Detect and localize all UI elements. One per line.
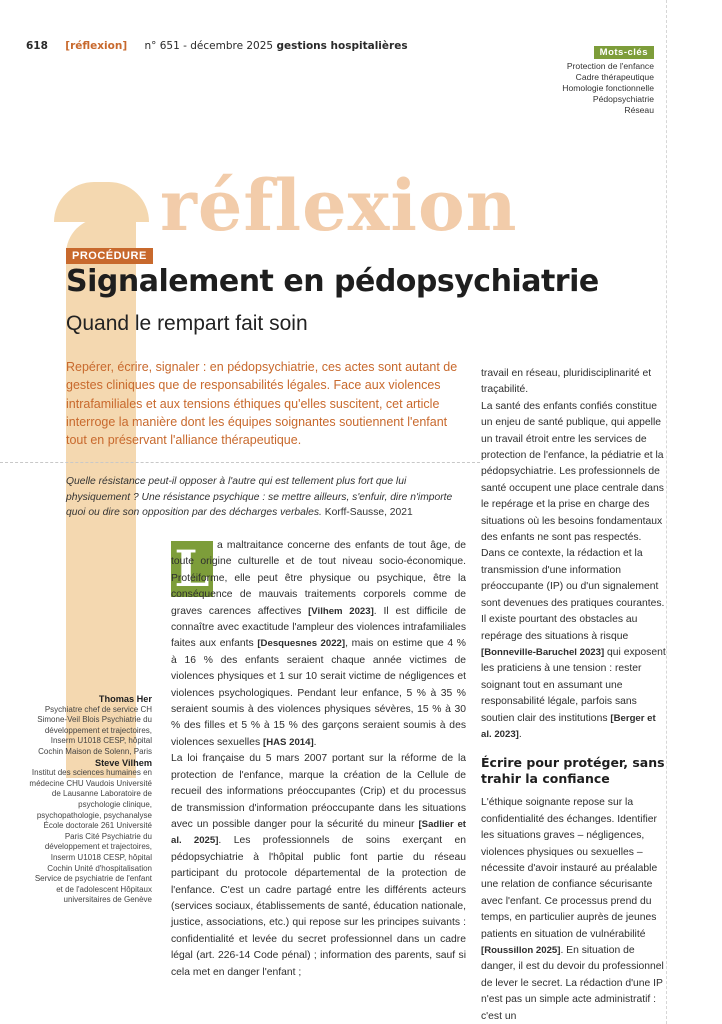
article-subtitle: Quand le rempart fait soin bbox=[66, 312, 308, 335]
keyword-item: Homologie fonctionnelle bbox=[562, 83, 654, 93]
body-text: L'éthique soignante repose sur la confidentialité des échanges. Identifier les situations graves – négligences, violences physiques ou sexuelles – nécessite d'avoir instauré au préalable une relation de confiance sécurisante avec l'enfant. Ce processus prend du temps, en particulier auprès de jeunes patients en situation de vulnérabilité bbox=[481, 797, 658, 940]
drop-cap: L bbox=[171, 541, 213, 597]
journal-name: gestions hospitalières bbox=[276, 40, 408, 52]
epigraph-source: Korff-Sausse, 2021 bbox=[324, 507, 413, 518]
author-affiliation: Institut des sciences humaines en médecine CHU Vaudois Université de Lausanne Laboratoire de psychologie clinique, psychopathologie, psychanalyse École doctorale 261 Université Paris Cité Psychiatrie du développement et trajectoires, Inserm U1018 CESP, hôpital Cochin Unité d'hospitalisation Service de psychiatrie de l'enfant et de l'adolescent Hôpitaux universitaires de Genève bbox=[29, 768, 152, 905]
section-heading: Écrire pour protéger, sans trahir la confiance bbox=[481, 755, 665, 787]
body-text: . En situation de danger, il est du devoir du professionnel de lever le secret. La rédaction d'une IP n'est pas un simple acte administratif : c'est un bbox=[481, 945, 664, 1022]
citation: [Roussillon 2025] bbox=[481, 945, 561, 956]
body-text: . Les professionnels de soins exerçant en pédopsychiatrie à l'hôpital public font partie du réseau participant du protocole départemental de la protection de l'enfance. C'est un cadre partagé entre les différents acteurs (services sociaux, établissements de santé, éducation nationale, justice, associations, etc.) qui repose sur les principes suivants : confidentialité et levée du secret professionnel dans un cadre légal (art. 226-14 Code pénal) ; information des parents, sauf si cela met en danger l'enfant ; bbox=[171, 835, 467, 978]
keyword-item: Cadre thérapeutique bbox=[575, 72, 654, 82]
citation: [Vilhem 2023] bbox=[308, 605, 374, 617]
category-badge: PROCÉDURE bbox=[66, 248, 153, 264]
body-text: a maltraitance concerne des enfants de tout âge, de toute origine culturelle et de tout niveau socio-économique. Protéiforme, elle peut être physique ou psychique, être la conséquence de mauvais traitements corporels comme de graves carences affectives bbox=[171, 540, 466, 617]
citation: [Sadlier et al. 2025] bbox=[171, 818, 466, 847]
epigraph bbox=[66, 474, 466, 521]
body-text: . bbox=[518, 728, 522, 740]
citation: [HAS 2014] bbox=[263, 736, 314, 748]
keywords-title: Mots-clés bbox=[594, 46, 654, 59]
rubric-label: [réflexion] bbox=[65, 40, 128, 52]
body-column-2 bbox=[481, 366, 668, 1024]
article-lead: Repérer, écrire, signaler : en pédopsychiatrie, ces actes sont autant de gestes cliniques que de responsabilités légales. Face aux violences intrafamiliales et aux tensions éthiques qu'elles suscitent, cet article interroge la manière dont les équipes soignantes soutiennent l'enfant tout en préservant l'alliance thérapeutique. bbox=[66, 360, 458, 448]
divider bbox=[0, 462, 480, 463]
body-paragraph bbox=[171, 751, 466, 981]
article-title: Signalement en pédopsychiatrie bbox=[66, 264, 599, 299]
body-text: . Il est difficile de connaître avec exactitude l'ampleur des violences intrafamiliales faites aux enfants bbox=[171, 605, 466, 650]
body-text: qui exposent les praticiens à une tension : rester soignant tout en assumant une responsabilité légale, parfois sans soutien clair des institutions bbox=[481, 646, 666, 724]
epigraph-quote: Quelle résistance peut-il opposer à l'autre qui est tellement plus fort que lui physiquement ? Une résistance psychique : se mettre ailleurs, s'enfuir, dire n'importe quoi ou dire son opposition par des décharges verbales. bbox=[66, 476, 453, 518]
body-text: La santé des enfants confiés constitue un enjeu de santé publique, qui appelle un travail étroit entre les services de protection de l'enfance, la pédiatrie et la pédopsychiatrie. Les professionnels de santé occupent une place centrale dans le repérage et la prise en charge des situations où les besoins fondamentaux des enfants ne sont pas respectés. Dans ce contexte, la rédaction et la transmission d'une information préoccupante (IP) ou d'un signalement sont devenues des pratiques courantes. Il existe pourtant des obstacles au repérage des situations à risque bbox=[481, 400, 665, 642]
issue-number: n° 651 - décembre 2025 bbox=[144, 40, 274, 52]
body-text: , mais on estime que 4 % à 16 % des enfants seraient chaque année victimes de violences physiques et 1 sur 10 serait victime de négligences et violences psychologiques. Pendant leur enfance, 5 % à 35 % seraient soumis à des violences physiques sévères, 15 % à 30 % des filles et 5 % à 15 % des garçons seraient soumis à des violences sexuelles bbox=[171, 638, 467, 748]
author-affiliation: Psychiatre chef de service CH Simone-Veil Blois Psychiatrie du développement et trajectoires, Inserm U1018 CESP, hôpital Cochin Maison de Solenn, Paris bbox=[37, 704, 152, 756]
citation: [Desquesnes 2022] bbox=[257, 638, 346, 650]
body-column-1 bbox=[171, 538, 466, 981]
author-name: Steve Vilhem bbox=[94, 757, 152, 768]
author-block bbox=[26, 694, 152, 906]
body-text: La loi française du 5 mars 2007 portant sur la réforme de la protection de l'enfance, marque la création de la Cellule de recueil des informations préoccupantes (Crip) et du processus de transmission d'information préoccupante dans les situations avec un possible danger pour la sécurité du mineur bbox=[171, 753, 466, 830]
page-header bbox=[26, 40, 408, 52]
keyword-item: Réseau bbox=[624, 105, 654, 115]
page-number: 618 bbox=[26, 40, 48, 52]
issue-info bbox=[144, 40, 407, 52]
author-name: Thomas Her bbox=[98, 694, 152, 704]
section-watermark: réflexion bbox=[160, 164, 518, 247]
keywords-list bbox=[534, 61, 654, 116]
keyword-item: Pédopsychiatrie bbox=[592, 94, 654, 104]
decorative-arc bbox=[54, 182, 149, 222]
body-paragraph bbox=[171, 538, 466, 751]
body-paragraph: travail en réseau, pluridisciplinarité et traçabilité. bbox=[481, 368, 652, 396]
citation: [Bonneville-Baruchel 2023] bbox=[481, 646, 605, 658]
keyword-item: Protection de l'enfance bbox=[566, 61, 654, 71]
body-text: . bbox=[313, 736, 317, 748]
citation: [Berger et al. 2023] bbox=[481, 712, 656, 740]
body-paragraph bbox=[481, 795, 668, 1024]
body-paragraph bbox=[481, 399, 668, 744]
keywords-box bbox=[534, 40, 654, 116]
